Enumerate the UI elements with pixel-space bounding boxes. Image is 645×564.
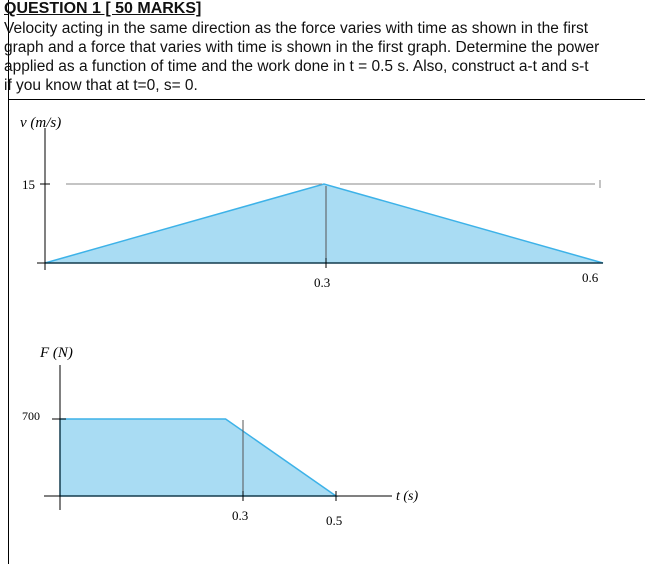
force-y-tick-label-700: 700	[22, 409, 40, 423]
question-line-3: applied as a function of time and the work done in t = 0.5 s. Also, construct a-t and s-t	[4, 58, 589, 75]
velocity-axis-label: v (m/s)	[20, 115, 62, 131]
question-line-4: if you know that at t=0, s= 0.	[4, 77, 198, 94]
velocity-x-tick-label-0.3: 0.3	[314, 275, 331, 290]
force-x-tick-label-0.3: 0.3	[232, 508, 249, 523]
velocity-graph	[20, 115, 603, 290]
question-line-1: Velocity acting in the same direction as the force varies with time as shown in the first	[4, 20, 589, 37]
velocity-x-tick-label-0.6: 0.6	[582, 270, 599, 285]
force-time-axis-label: t (s)	[396, 489, 419, 504]
velocity-y-tick-label-15: 15	[22, 177, 35, 192]
force-axis-label: F (N)	[40, 345, 73, 361]
question-title: QUESTION 1 [ 50 MARKS]	[4, 0, 202, 17]
force-x-tick-label-0.5: 0.5	[326, 513, 343, 528]
force-graph	[22, 345, 419, 528]
force-area	[60, 419, 336, 496]
question-line-2: graph and a force that varies with time is shown in the first graph. Determine the power	[4, 39, 600, 56]
velocity-area	[45, 184, 603, 263]
